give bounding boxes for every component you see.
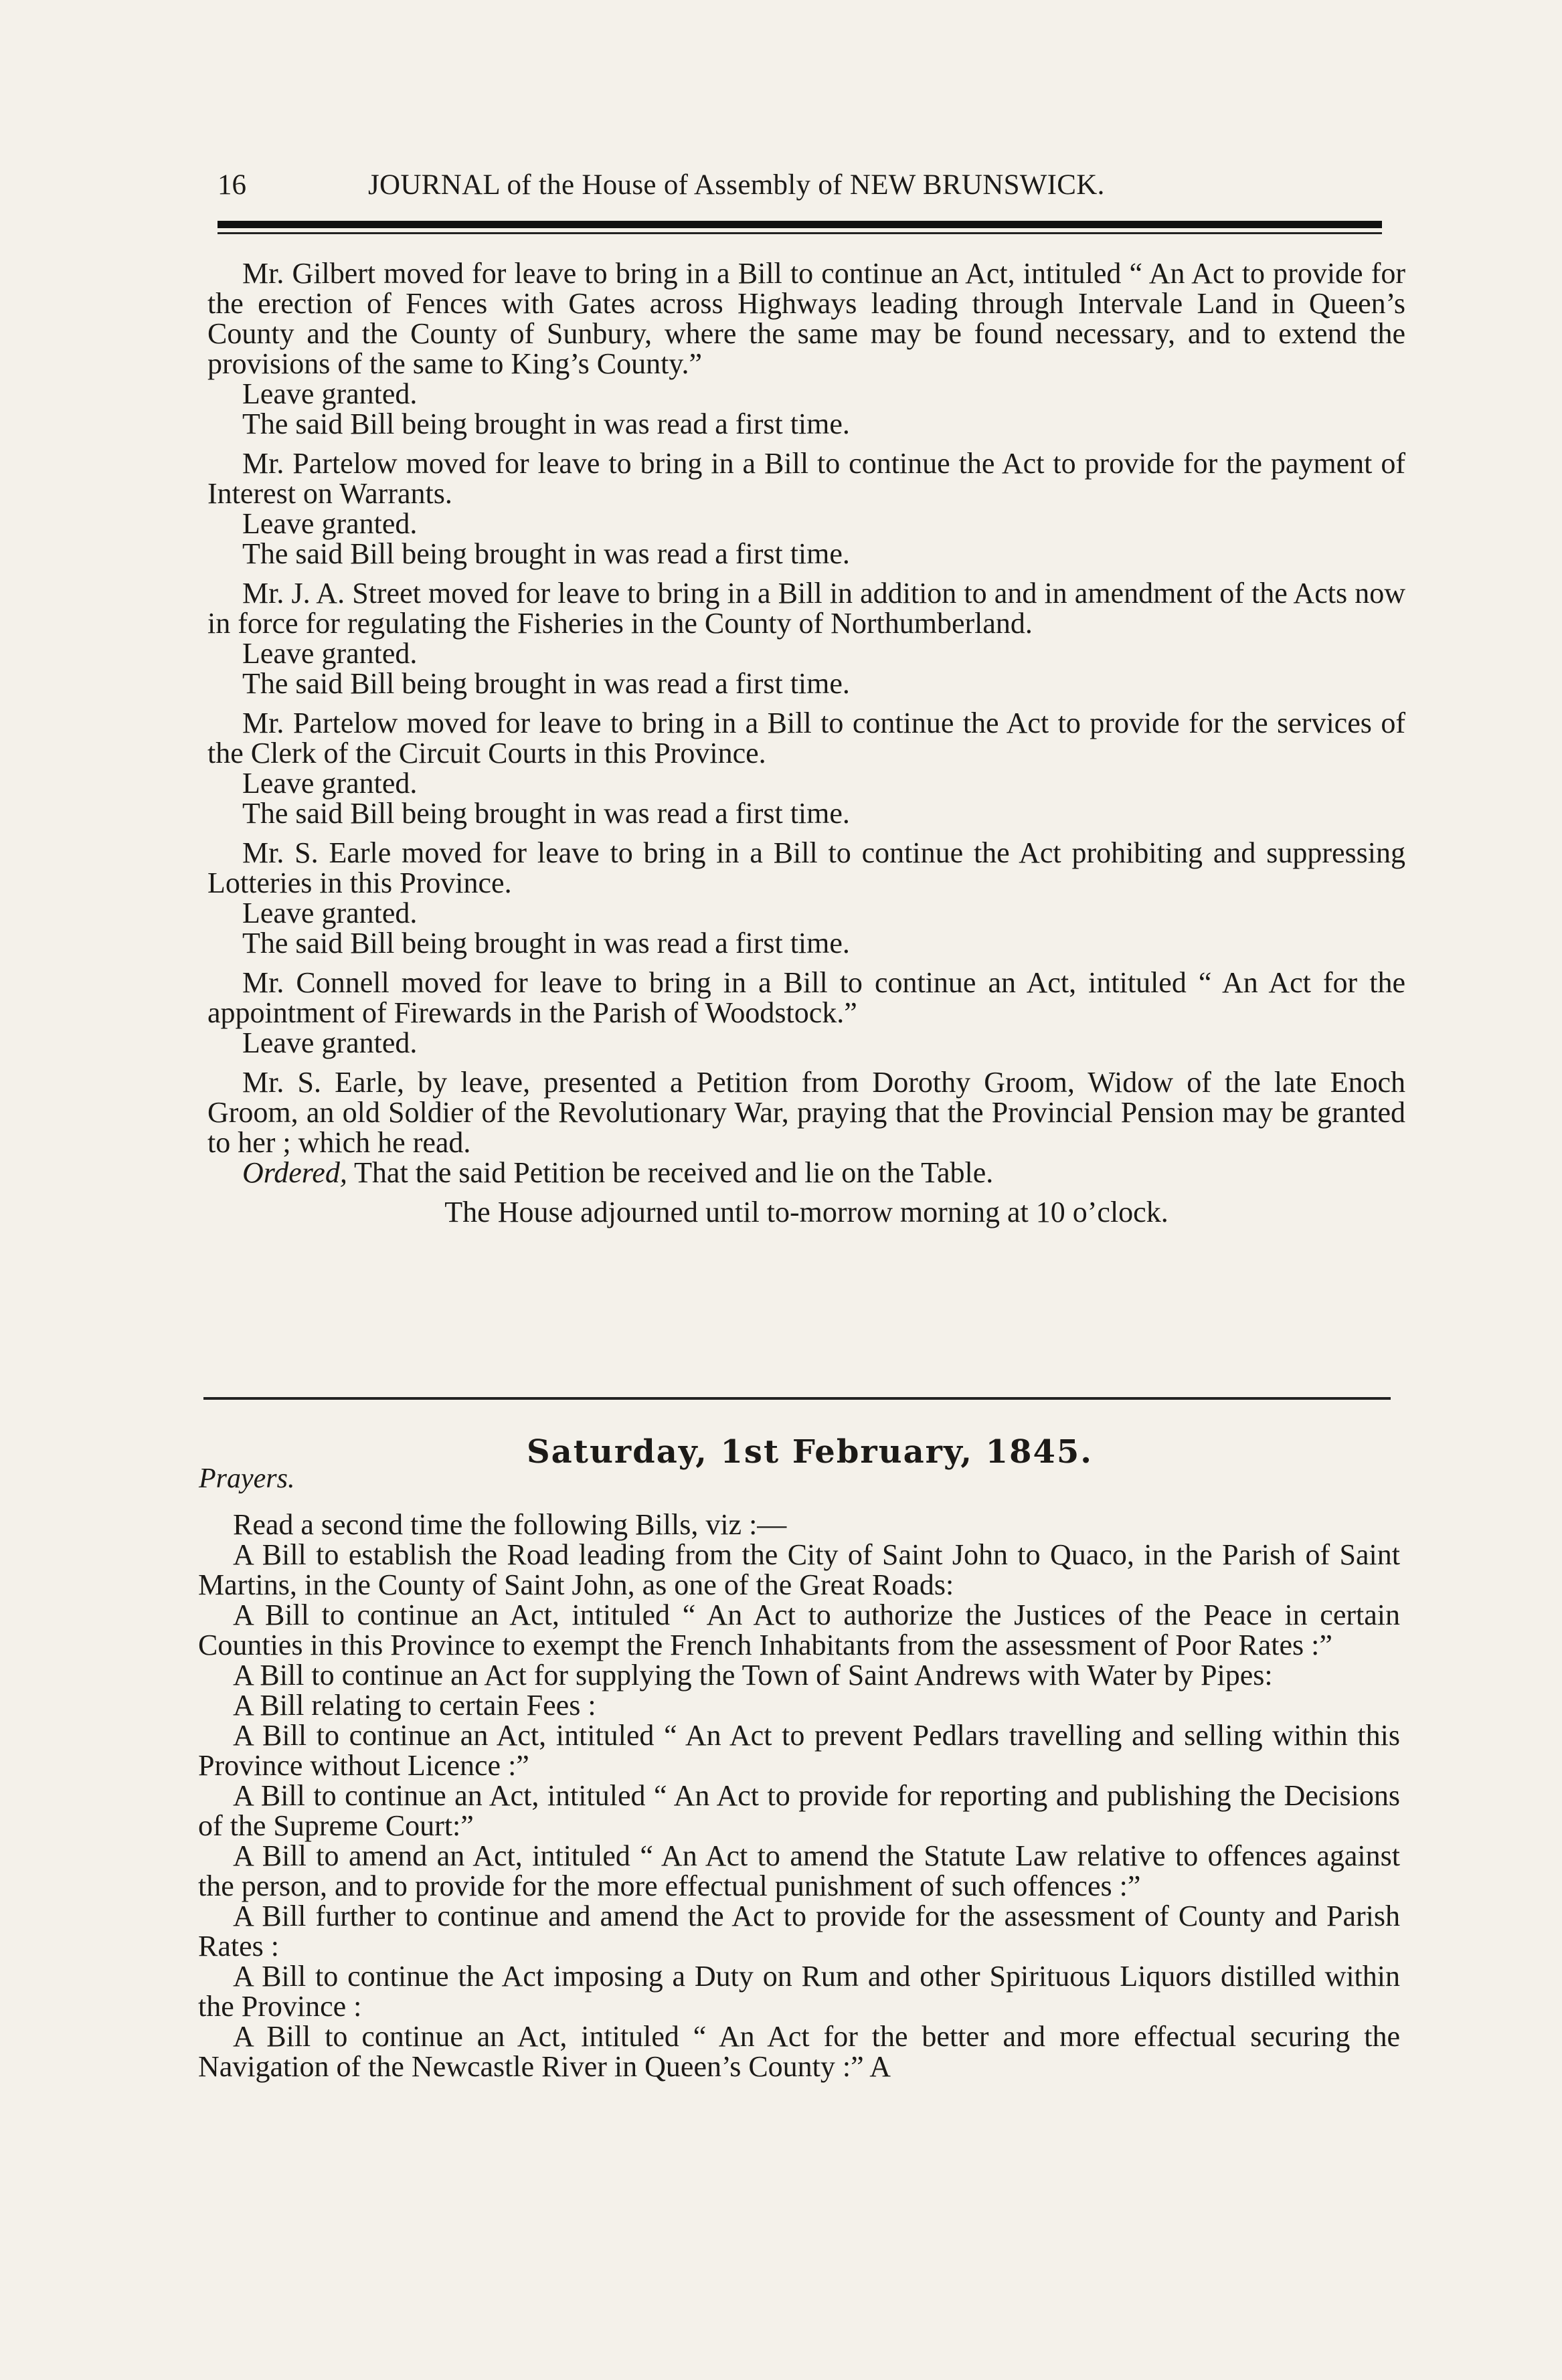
bill-paragraph: A Bill to continue an Act, intituled “ An Act to authorize the Justices of the Peace in certain Counties in this Province to exempt the French Inhabitants from the assessment of Poor Rates :”: [198, 1598, 1400, 1661]
header-rule-thick: [218, 221, 1382, 228]
bill-paragraph: Read a second time the following Bills, viz :—: [233, 1508, 787, 1541]
bill-paragraph: A Bill to continue an Act, intituled “ An Act to prevent Pedlars travelling and selling within this Province without Licence :”: [198, 1719, 1400, 1782]
day-heading: Saturday, 1st February, 1845.: [527, 1433, 1093, 1471]
ordered-label: Ordered,: [242, 1156, 347, 1189]
bill-paragraph: A Bill to continue the Act imposing a Duty on Rum and other Spirituous Liquors distilled within the Province :: [198, 1960, 1400, 2023]
entry-paragraph: Leave granted.: [242, 507, 418, 540]
bill-paragraph: A Bill to continue an Act, intituled “ An Act for the better and more effectual securing the Navigation of the Newcastle River in Queen’s County :” A: [198, 2020, 1400, 2083]
ordered-text: That the said Petition be received and lie on the Table.: [347, 1156, 994, 1189]
entry-paragraph: Leave granted.: [242, 377, 418, 410]
margin-note-prayers: Prayers.: [199, 1463, 295, 1494]
entry-paragraph: The said Bill being brought in was read a first time.: [242, 537, 850, 570]
entry-paragraph: The said Bill being brought in was read a first time.: [242, 407, 850, 440]
bill-paragraph: A Bill relating to certain Fees :: [233, 1689, 596, 1722]
entry-paragraph: The said Bill being brought in was read a first time.: [242, 667, 850, 700]
running-header: [218, 169, 1382, 211]
entry-paragraph: Leave granted.: [242, 897, 418, 929]
header-rule-thin: [218, 232, 1382, 234]
bill-paragraph: A Bill further to continue and amend the Act to provide for the assessment of County and Parish Rates :: [198, 1900, 1400, 1962]
adjournment-line: The House adjourned until to-morrow morning at 10 o’clock.: [444, 1196, 1168, 1228]
entry-paragraph: Leave granted.: [242, 637, 418, 670]
second-reading-block: [198, 1509, 1400, 2082]
section-separator: [203, 1397, 1391, 1400]
bill-paragraph: A Bill to amend an Act, intituled “ An Act to amend the Statute Law relative to offences against the person, and to provide for the more effectual punishment of such offences :”: [198, 1839, 1400, 1902]
entry-paragraph: Mr. S. Earle moved for leave to bring in a Bill to continue the Act prohibiting and suppressing Lotteries in this Province.: [207, 836, 1405, 899]
entry-paragraph: Mr. S. Earle, by leave, presented a Petition from Dorothy Groom, Widow of the late Enoch Groom, an old Soldier of the Revolutionary War, praying that the Provincial Pension may be granted to her ; which he read.: [207, 1066, 1405, 1159]
entry-paragraph: Leave granted.: [242, 767, 418, 800]
entry-paragraph: Leave granted.: [242, 1026, 418, 1059]
entry-paragraph: Mr. Partelow moved for leave to bring in a Bill to continue the Act to provide for the payment of Interest on Warrants.: [207, 447, 1405, 510]
entry-paragraph: Mr. Connell moved for leave to bring in a Bill to continue an Act, intituled “ An Act for the appointment of Firewards in the Parish of Woodstock.”: [207, 966, 1405, 1029]
running-title: JOURNAL of the House of Assembly of NEW BRUNSWICK.: [368, 169, 1105, 201]
bill-paragraph: A Bill to continue an Act, intituled “ An Act to provide for reporting and publishing the Decisions of the Supreme Court:”: [198, 1779, 1400, 1842]
entry-paragraph: Mr. Gilbert moved for leave to bring in a Bill to continue an Act, intituled “ An Act to provide for the erection of Fences with Gates across Highways leading through Intervale Land in Queen’s County and the County of Sunbury, where the same may be found necessary, and to extend the provisions of the same to King’s County.”: [207, 257, 1405, 380]
page-number: 16: [218, 169, 246, 201]
bill-paragraph: A Bill to establish the Road leading from the City of Saint John to Quaco, in the Parish of Saint Martins, in the County of Saint John, as one of the Great Roads:: [198, 1538, 1400, 1601]
entry-paragraph: Mr. J. A. Street moved for leave to bring in a Bill in addition to and in amendment of the Acts now in force for regulating the Fisheries in the County of Northumberland.: [207, 577, 1405, 640]
bill-paragraph: A Bill to continue an Act for supplying the Town of Saint Andrews with Water by Pipes:: [233, 1659, 1273, 1691]
entry-paragraph: Mr. Partelow moved for leave to bring in a Bill to continue the Act to provide for the services of the Clerk of the Circuit Courts in this Province.: [207, 707, 1405, 769]
proceedings-block: [207, 258, 1405, 1227]
entry-paragraph: The said Bill being brought in was read a first time.: [242, 927, 850, 959]
ordered-paragraph: [207, 1158, 1405, 1188]
entry-paragraph: The said Bill being brought in was read a first time.: [242, 797, 850, 830]
